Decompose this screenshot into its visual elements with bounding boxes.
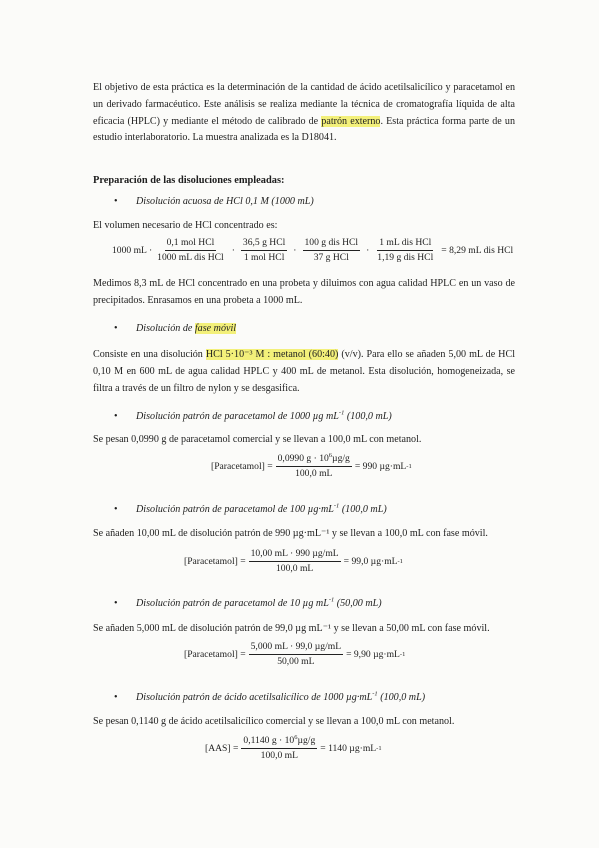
bullet-hcl-label: Disolución acuosa de HCl 0,1 M (1000 mL)	[136, 196, 314, 207]
fraction-numerator: 5,000 mL · 99,0 µg/mL	[249, 641, 343, 655]
mobile-text-post: (v/v). Para ello se añaden 5,00 mL de HCl 0,10 M en 600 mL de agua calidad HPLC y 400 mL de metanol. Esta disolución, homogeneizada, se filtra a través de un filtro de nylon y se desgasifica.	[93, 349, 516, 394]
bullet-paracetamol-100	[114, 504, 387, 515]
bullet-marker: •	[114, 504, 118, 515]
bullet-mobile-phase	[114, 323, 236, 334]
eq-result: = 99,0 µg·mL	[343, 556, 398, 567]
bullet-label: Disolución patrón de paracetamol de 100 µg·mL	[136, 504, 334, 515]
mobile-text-pre: Consiste en una disolución	[93, 349, 206, 360]
fraction-denominator: 1 mol HCl	[243, 252, 285, 263]
bullet-label: Disolución patrón de paracetamol de 10 µg mL	[136, 598, 329, 609]
fraction	[241, 237, 287, 264]
fraction-denominator: 100,0 mL	[260, 750, 298, 761]
bullet-tail: (100,0 mL)	[339, 504, 387, 515]
eq-lhs: [AAS] =	[205, 743, 239, 754]
bullet-paracetamol-10	[114, 598, 382, 609]
bullet-sup: -1	[328, 596, 335, 604]
section-title: Preparación de las disoluciones empleadas:	[93, 175, 285, 186]
paracetamol-1000-text: Se pesan 0,0990 g de paracetamol comercial y se llevan a 100,0 mL con metanol.	[93, 434, 422, 445]
bullet-tail: (100,0 mL)	[344, 411, 392, 422]
eq-result: = 1140 µg·mL	[320, 743, 377, 754]
bullet-paracetamol-1000	[114, 411, 392, 422]
fraction-denominator: 100,0 mL	[295, 468, 333, 479]
eq-result: = 9,90 µg·mL	[346, 649, 400, 660]
aas-1000-text: Se pesan 0,1140 g de ácido acetilsalicílico comercial y se llevan a 100,0 mL con metanol.	[93, 716, 455, 727]
fraction-denominator: 1000 mL dis HCl	[157, 252, 224, 263]
fraction-numerator	[241, 735, 317, 749]
mobile-paragraph	[93, 347, 515, 397]
fraction-denominator: 100,0 mL	[275, 563, 314, 574]
bullet-marker: •	[114, 411, 118, 422]
fraction-denominator: 37 g HCl	[313, 252, 349, 263]
intro-text-2: . Esta práctica forma parte de un estudio interlaboratorio. La muestra analizada es la D18041.	[93, 115, 516, 144]
bullet-aas-1000	[114, 692, 425, 703]
bullet-sup: -1	[333, 502, 340, 510]
paracetamol-1000-equation: [Paracetamol] = $\frac{0,0990 g \cdot 10^6\mu g/g}{100,0 mL}$ = 990 µg·mL -1	[211, 451, 412, 479]
aas-1000-equation: [AAS] = $\frac{0,1140 g \cdot 10^6\mu g/g}{100,0 mL}$ = 1140 µg·mL -1	[205, 733, 382, 761]
fraction-denominator: 50,00 mL	[277, 656, 315, 667]
fraction	[375, 237, 435, 264]
bullet-hcl	[114, 196, 314, 207]
paracetamol-100-text: Se añaden 10,00 mL de disolución patrón de 990 µg·mL⁻¹ y se llevan a 100,0 mL con fase móvil.	[93, 528, 488, 539]
fraction	[249, 641, 343, 668]
bullet-sup: -1	[372, 690, 378, 698]
eq-lhs: [Paracetamol] =	[184, 649, 246, 660]
num-tail: µg/g	[332, 453, 350, 464]
fraction	[276, 453, 352, 480]
paracetamol-100-equation: [Paracetamol] = $\frac{\text{10,00 mL · 990 µg/mL}}{100,0 mL}$ = 99,0 µg·mL -1	[184, 548, 403, 574]
paracetamol-10-text: Se añaden 5,000 mL de disolución patrón de 99,0 µg mL⁻¹ y se llevan a 50,00 mL con fase móvil.	[93, 623, 490, 634]
mobile-text-highlight: HCl 5·10⁻³ M : metanol (60:40)	[205, 349, 339, 360]
intro-paragraph	[93, 80, 515, 147]
bullet-marker: •	[114, 692, 118, 703]
num-text: 0,0990 g · 10	[277, 453, 329, 464]
eq-lhs: [Paracetamol] =	[184, 556, 246, 567]
bullet-mobile-label: Disolución de	[136, 323, 195, 334]
num-sup: 6	[328, 451, 333, 459]
eq-lead: 1000 mL ·	[112, 245, 153, 256]
fraction-numerator	[276, 453, 352, 467]
operator: ·	[231, 245, 235, 256]
operator: ·	[293, 245, 297, 256]
fraction-denominator: 1,19 g dis HCl	[377, 252, 434, 263]
eq-result: = 8,29 mL dis HCl	[441, 245, 514, 256]
num-sup: 6	[294, 733, 298, 741]
highlighted-term: patrón externo	[321, 115, 381, 127]
hcl-after-paragraph: Medimos 8,3 mL de HCl concentrado en una probeta y diluimos con agua calidad HPLC en un vaso de precipitados. Enrasamos en una probeta a 1000 mL.	[93, 278, 515, 306]
fraction-numerator: 100 g dis HCl	[303, 237, 361, 251]
bullet-tail: (100,0 mL)	[377, 692, 426, 703]
num-tail: µg/g	[297, 735, 316, 746]
eq-result: = 990 µg·mL	[354, 461, 407, 472]
fraction	[303, 237, 361, 264]
hcl-intro: El volumen necesario de HCl concentrado es:	[93, 220, 278, 231]
hcl-equation	[112, 237, 513, 264]
fraction-numerator: 36,5 g HCl	[241, 237, 287, 251]
bullet-marker: •	[114, 196, 118, 207]
bullet-sup: -1	[338, 409, 345, 417]
fraction	[241, 735, 317, 762]
bullet-marker: •	[114, 598, 118, 609]
bullet-label: Disolución patrón de ácido acetilsalicílico de 1000 µg·mL	[136, 692, 373, 703]
bullet-label: Disolución patrón de paracetamol de 1000 µg mL	[136, 411, 339, 422]
bullet-mobile-highlight: fase móvil	[194, 323, 237, 334]
num-text: 0,1140 g · 10	[243, 735, 295, 746]
bullet-marker: •	[114, 323, 118, 334]
intro-text-1: El objetivo de esta práctica es la determinación de la cantidad de ácido acetilsalicílico y paracetamol en un derivado farmacéutico. Este análisis se realiza mediante la técnica de cromatografía líquida de alta eficacia (HPLC) y mediante el método de calibrado de	[93, 82, 515, 127]
fraction	[249, 548, 341, 575]
fraction-numerator: 10,00 mL · 990 µg/mL	[249, 548, 341, 562]
bullet-tail: (50,00 mL)	[334, 598, 382, 609]
fraction-numerator: 1 mL dis HCl	[377, 237, 433, 251]
fraction	[155, 237, 226, 264]
paracetamol-10-equation: [Paracetamol] = $\frac{\text{5,000 mL · 99,0 µg/mL}}{50,00 mL}$ = 9,90 µg·mL -1	[184, 641, 406, 667]
eq-lhs: [Paracetamol] =	[211, 461, 273, 472]
operator: ·	[366, 245, 370, 256]
fraction-numerator: 0,1 mol HCl	[165, 237, 217, 251]
